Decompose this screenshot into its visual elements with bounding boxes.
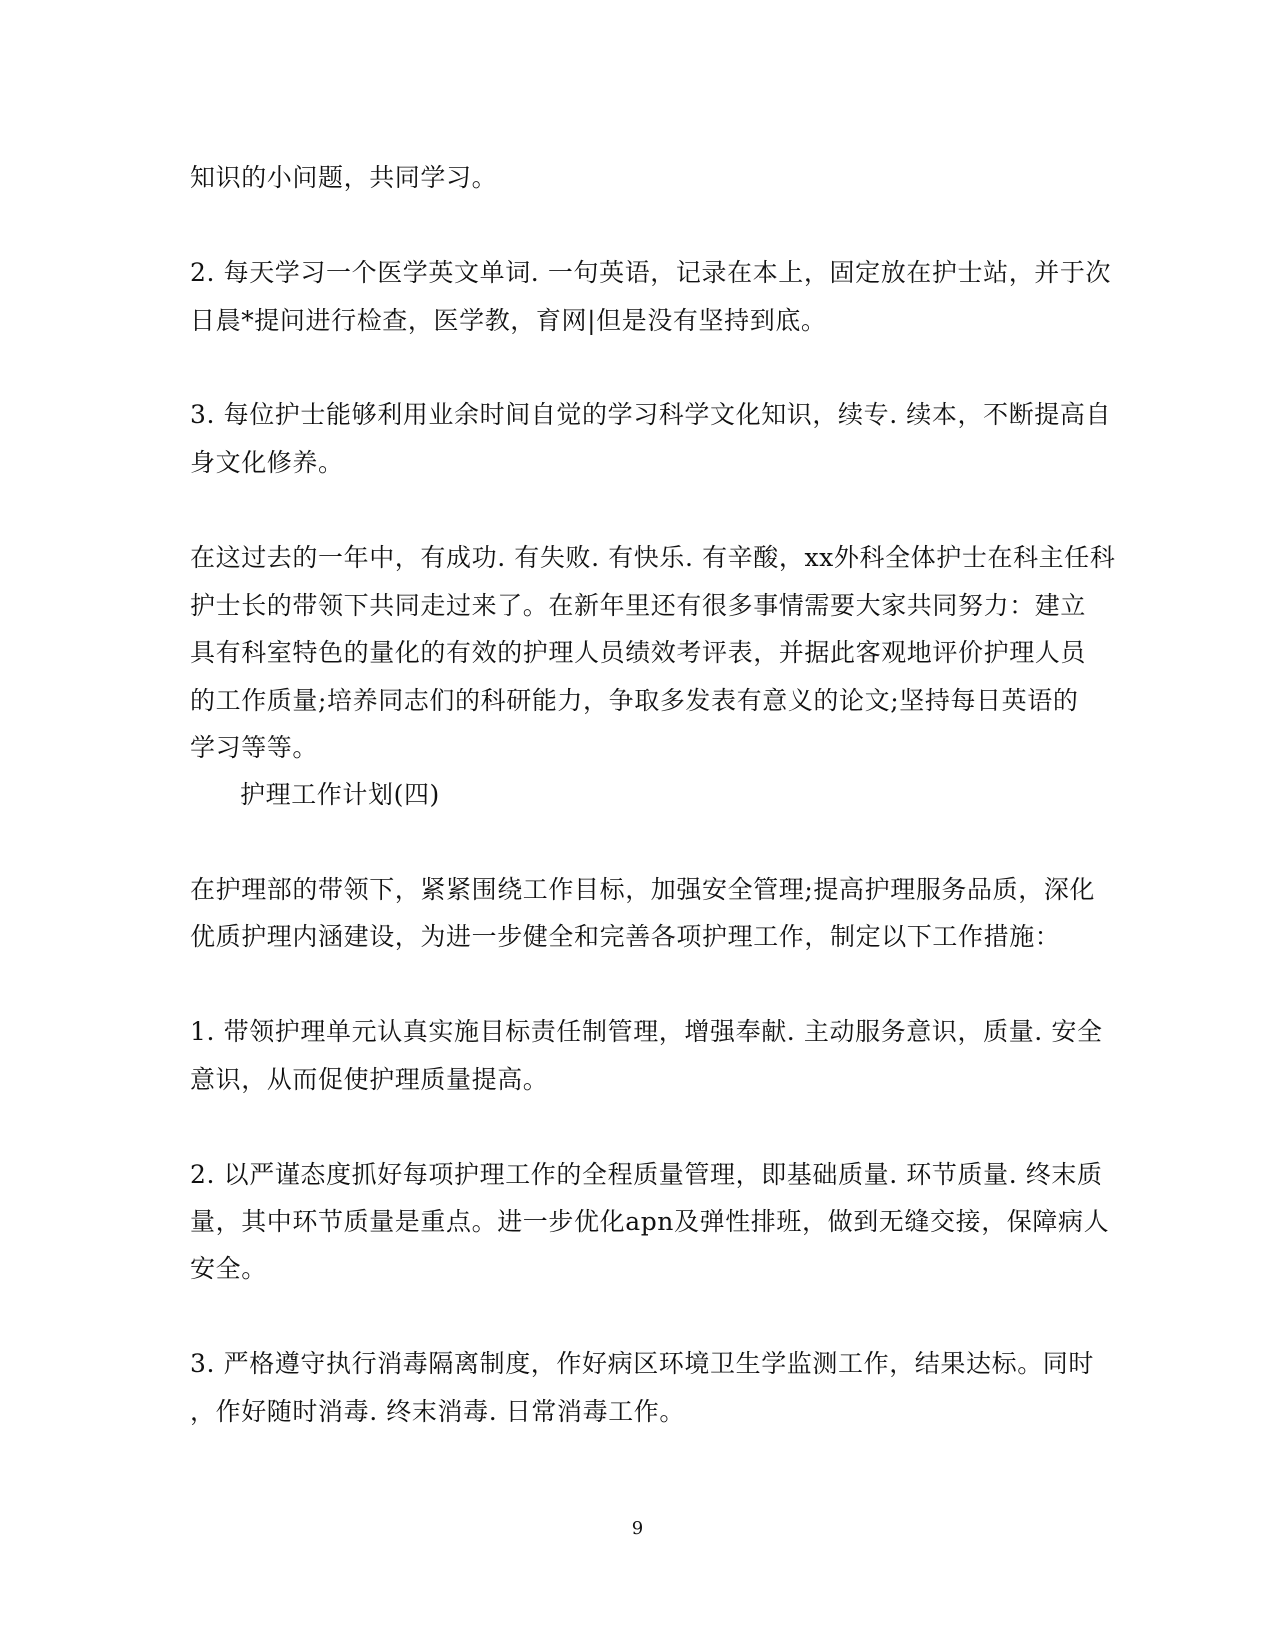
section-heading: 护理工作计划(四) [240,780,440,809]
paragraph-line: 安全。 [190,1254,267,1283]
paragraph-line: 3. 严格遵守执行消毒隔离制度，作好病区环境卫生学监测工作，结果达标。同时 [190,1349,1095,1378]
paragraph-line: 知识的小问题，共同学习。 [190,163,498,192]
paragraph-line: 日晨*提问进行检查，医学教，育网|但是没有坚持到底。 [190,306,827,335]
paragraph-line: 学习等等。 [190,733,319,762]
paragraph-line: 身文化修养。 [190,448,344,477]
page-number: 9 [631,1518,644,1539]
paragraph-line: 2. 每天学习一个医学英文单词. 一句英语，记录在本上，固定放在护士站，并于次 [190,258,1112,287]
paragraph-line: 具有科室特色的量化的有效的护理人员绩效考评表，并据此客观地评价护理人员 [190,638,1087,667]
paragraph-line: 1. 带领护理单元认真实施目标责任制管理，增强奉献. 主动服务意识，质量. 安全 [190,1017,1103,1046]
paragraph-line: 2. 以严谨态度抓好每项护理工作的全程质量管理，即基础质量. 环节质量. 终末质 [190,1160,1103,1189]
paragraph-line: 在这过去的一年中，有成功. 有失败. 有快乐. 有辛酸，xx外科全体护士在科主任科 [190,543,1116,572]
paragraph-line: 量，其中环节质量是重点。进一步优化apn及弹性排班，做到无缝交接，保障病人 [190,1207,1110,1236]
paragraph-line: 护士长的带领下共同走过来了。在新年里还有很多事情需要大家共同努力：建立 [190,591,1087,620]
paragraph-line: 意识，从而促使护理质量提高。 [190,1065,549,1094]
paragraph-line: 在护理部的带领下，紧紧围绕工作目标，加强安全管理;提高护理服务品质，深化 [190,875,1096,904]
paragraph-line: 的工作质量;培养同志们的科研能力，争取多发表有意义的论文;坚持每日英语的 [190,686,1079,715]
paragraph-line: ，作好随时消毒. 终末消毒. 日常消毒工作。 [190,1397,685,1426]
paragraph-line: 优质护理内涵建设，为进一步健全和完善各项护理工作，制定以下工作措施： [190,922,1061,951]
paragraph-line: 3. 每位护士能够利用业余时间自觉的学习科学文化知识，续专. 续本，不断提高自 [190,400,1112,429]
